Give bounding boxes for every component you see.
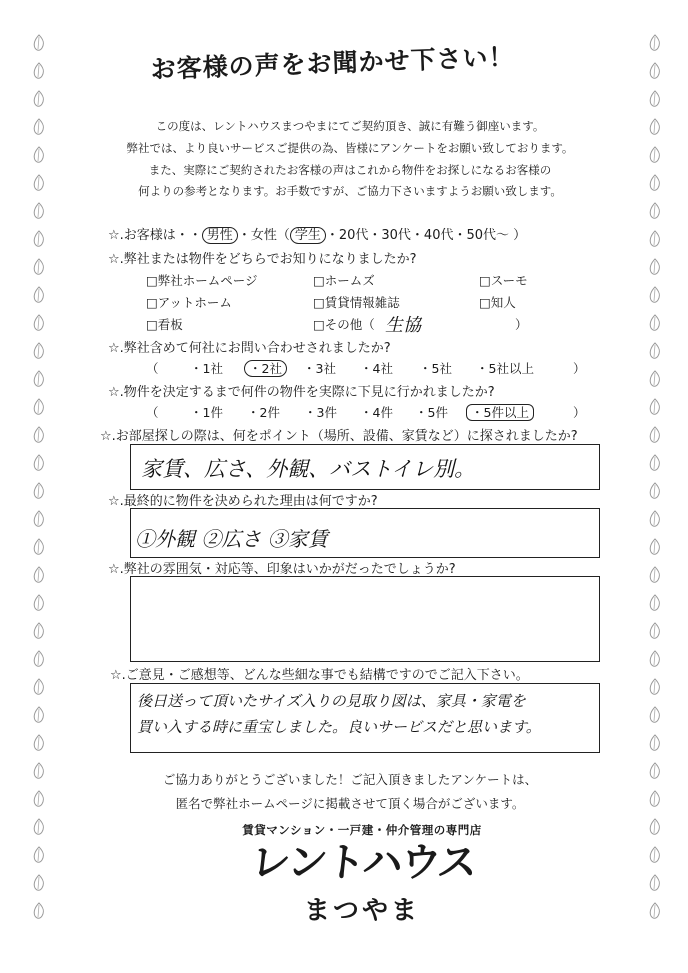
q4-open-paren: （ bbox=[146, 405, 159, 420]
border-leaf-icon bbox=[32, 258, 46, 276]
question-search-points: ☆.お部屋探しの際は、何をポイント（場所、設備、家賃など）に探されましたか? bbox=[100, 429, 578, 444]
checkbox-acquaintance[interactable]: □知人 bbox=[479, 295, 516, 310]
border-leaf-icon bbox=[648, 314, 662, 332]
intro-line: 何よりの参考となります。お手数ですが、ご協力下さいますようお願い致します。 bbox=[138, 184, 562, 199]
intro-line: また、実際にご契約されたお客様の声はこれから物件をお探しになるお客様の bbox=[148, 162, 552, 177]
left-border-ornaments bbox=[28, 30, 50, 943]
border-leaf-icon bbox=[32, 174, 46, 192]
handwritten-comment-line: 後日送って頂いたサイズ入りの見取り図は、家具・家電を bbox=[137, 692, 526, 710]
border-leaf-icon bbox=[32, 482, 46, 500]
border-leaf-icon bbox=[32, 818, 46, 836]
option-2-properties[interactable]: ・2件 bbox=[247, 405, 280, 420]
border-leaf-icon bbox=[32, 650, 46, 668]
border-leaf-icon bbox=[648, 538, 662, 556]
border-leaf-icon bbox=[32, 314, 46, 332]
border-leaf-icon bbox=[32, 538, 46, 556]
border-leaf-icon bbox=[648, 818, 662, 836]
question-impression: ☆.弊社の雰囲気・対応等、印象はいかがだったでしょうか? bbox=[108, 562, 456, 577]
q1-label: ☆.お客様は・・ bbox=[108, 228, 202, 243]
border-leaf-icon bbox=[648, 790, 662, 808]
handwritten-comment-line: 買い入する時に重宝しました。良いサービスだと思います。 bbox=[137, 718, 541, 736]
question-customer-type bbox=[108, 224, 526, 243]
option-1-company[interactable]: ・1社 bbox=[190, 361, 223, 376]
border-leaf-icon bbox=[648, 846, 662, 864]
border-leaf-icon bbox=[32, 230, 46, 248]
checkbox-suumo[interactable]: □スーモ bbox=[479, 273, 528, 288]
border-leaf-icon bbox=[32, 846, 46, 864]
border-leaf-icon bbox=[648, 90, 662, 108]
border-leaf-icon bbox=[32, 202, 46, 220]
q3-open-paren: （ bbox=[146, 361, 159, 376]
border-leaf-icon bbox=[648, 622, 662, 640]
option-female[interactable]: ・女性（ bbox=[237, 228, 290, 243]
question-companies-contacted: ☆.弊社含めて何社にお問い合わせされましたか? bbox=[108, 341, 391, 356]
border-leaf-icon bbox=[32, 566, 46, 584]
checkbox-company-homepage[interactable]: □弊社ホームページ bbox=[146, 273, 258, 288]
border-leaf-icon bbox=[648, 146, 662, 164]
border-leaf-icon bbox=[32, 622, 46, 640]
company-logo-name: レントハウス bbox=[248, 840, 478, 886]
checkbox-signboard[interactable]: □看板 bbox=[146, 317, 183, 332]
border-leaf-icon bbox=[32, 790, 46, 808]
border-leaf-icon bbox=[648, 594, 662, 612]
answer-box-impression[interactable] bbox=[130, 576, 600, 662]
border-leaf-icon bbox=[32, 594, 46, 612]
option-5plus-properties-circled[interactable] bbox=[466, 403, 534, 421]
border-leaf-icon bbox=[32, 62, 46, 80]
border-leaf-icon bbox=[32, 678, 46, 696]
border-leaf-icon bbox=[648, 174, 662, 192]
border-leaf-icon bbox=[32, 90, 46, 108]
border-leaf-icon bbox=[32, 146, 46, 164]
intro-line: この度は、レントハウスまつやまにてご契約頂き、誠に有難う御座います。 bbox=[155, 119, 545, 133]
border-leaf-icon bbox=[648, 426, 662, 444]
border-leaf-icon bbox=[32, 706, 46, 724]
border-leaf-icon bbox=[32, 510, 46, 528]
option-4-properties[interactable]: ・4件 bbox=[360, 405, 393, 420]
question-properties-viewed: ☆.物件を決定するまで何件の物件を実際に下見に行かれましたか? bbox=[108, 385, 495, 400]
handwritten-answer-decision-reason: ①外観 ②広さ ③家賃 bbox=[135, 527, 328, 551]
q4-close-paren: ） bbox=[573, 405, 586, 420]
option-male-circled[interactable]: 男性 bbox=[202, 227, 238, 244]
other-close-paren: ） bbox=[515, 317, 528, 332]
q3-close-paren: ） bbox=[573, 361, 586, 376]
closing-line: 匿名で弊社ホームページに掲載させて頂く場合がございます。 bbox=[175, 796, 525, 811]
intro-text bbox=[100, 116, 600, 203]
border-leaf-icon bbox=[648, 874, 662, 892]
border-leaf-icon bbox=[648, 650, 662, 668]
q3-circled-answer: ・2社 bbox=[244, 360, 287, 377]
border-leaf-icon bbox=[32, 118, 46, 136]
border-leaf-icon bbox=[32, 34, 46, 52]
border-leaf-icon bbox=[648, 342, 662, 360]
checkbox-homes[interactable]: □ホームズ bbox=[313, 273, 375, 288]
border-leaf-icon bbox=[648, 762, 662, 780]
company-tagline: 賃貸マンション・一戸建・仲介管理の専門店 bbox=[242, 823, 482, 837]
border-leaf-icon bbox=[648, 902, 662, 920]
option-3-properties[interactable]: ・3件 bbox=[304, 405, 337, 420]
border-leaf-icon bbox=[648, 566, 662, 584]
border-leaf-icon bbox=[648, 370, 662, 388]
border-leaf-icon bbox=[32, 398, 46, 416]
closing-line: ご協力ありがとうございました！ご記入頂きましたアンケートは、 bbox=[162, 772, 538, 787]
border-leaf-icon bbox=[648, 118, 662, 136]
option-4-companies[interactable]: ・4社 bbox=[360, 361, 393, 376]
option-3-companies[interactable]: ・3社 bbox=[303, 361, 336, 376]
option-1-property[interactable]: ・1件 bbox=[190, 405, 223, 420]
border-leaf-icon bbox=[32, 762, 46, 780]
border-leaf-icon bbox=[648, 286, 662, 304]
closing-message bbox=[100, 768, 600, 816]
question-decision-reason: ☆.最終的に物件を決められた理由は何ですか? bbox=[108, 494, 378, 509]
border-leaf-icon bbox=[648, 678, 662, 696]
border-leaf-icon bbox=[648, 454, 662, 472]
q4-circled-answer: ・5件以上 bbox=[466, 404, 534, 421]
company-logo-sub: まつやま bbox=[303, 896, 420, 926]
answer-box-comments[interactable] bbox=[130, 683, 600, 753]
border-leaf-icon bbox=[648, 398, 662, 416]
page-title: お客様の声をお聞かせ下さい！ bbox=[150, 42, 515, 84]
border-leaf-icon bbox=[32, 426, 46, 444]
intro-line: 弊社では、より良いサービスご提供の為、皆様にアンケートをお願い致しております。 bbox=[126, 140, 574, 155]
option-ages[interactable]: ・20代・30代・40代・50代～ ） bbox=[325, 228, 527, 243]
option-2-companies-circled[interactable] bbox=[244, 359, 287, 377]
border-leaf-icon bbox=[648, 230, 662, 248]
border-leaf-icon bbox=[648, 706, 662, 724]
border-leaf-icon bbox=[648, 62, 662, 80]
border-leaf-icon bbox=[32, 874, 46, 892]
answer-box-search-points[interactable] bbox=[130, 444, 600, 490]
border-leaf-icon bbox=[648, 734, 662, 752]
option-5plus-companies[interactable]: ・5社以上 bbox=[476, 361, 534, 376]
question-comments: ☆.ご意見・ご感想等、どんな些細な事でも結構ですのでご記入下さい。 bbox=[110, 668, 529, 683]
border-leaf-icon bbox=[32, 454, 46, 472]
handwritten-answer-search-points: 家賃、広さ、外観、バストイレ別。 bbox=[141, 457, 476, 481]
border-leaf-icon bbox=[648, 258, 662, 276]
checkbox-other[interactable]: □その他（ bbox=[313, 317, 375, 332]
answer-box-decision-reason[interactable] bbox=[130, 508, 600, 558]
border-leaf-icon bbox=[648, 510, 662, 528]
border-leaf-icon bbox=[32, 342, 46, 360]
option-5-companies[interactable]: ・5社 bbox=[419, 361, 452, 376]
checkbox-athome[interactable]: □アットホーム bbox=[146, 295, 232, 310]
border-leaf-icon bbox=[648, 34, 662, 52]
border-leaf-icon bbox=[648, 202, 662, 220]
question-how-known: ☆.弊社または物件をどちらでお知りになりましたか? bbox=[108, 252, 417, 267]
border-leaf-icon bbox=[32, 902, 46, 920]
checkbox-rental-magazine[interactable]: □賃貸情報雑誌 bbox=[313, 295, 400, 310]
right-border-ornaments bbox=[644, 30, 666, 943]
border-leaf-icon bbox=[648, 482, 662, 500]
border-leaf-icon bbox=[32, 286, 46, 304]
border-leaf-icon bbox=[32, 734, 46, 752]
other-handwritten-answer: 生協 bbox=[385, 315, 421, 336]
border-leaf-icon bbox=[32, 370, 46, 388]
option-student-circled[interactable]: 学生 bbox=[290, 227, 326, 244]
option-5-properties[interactable]: ・5件 bbox=[415, 405, 448, 420]
